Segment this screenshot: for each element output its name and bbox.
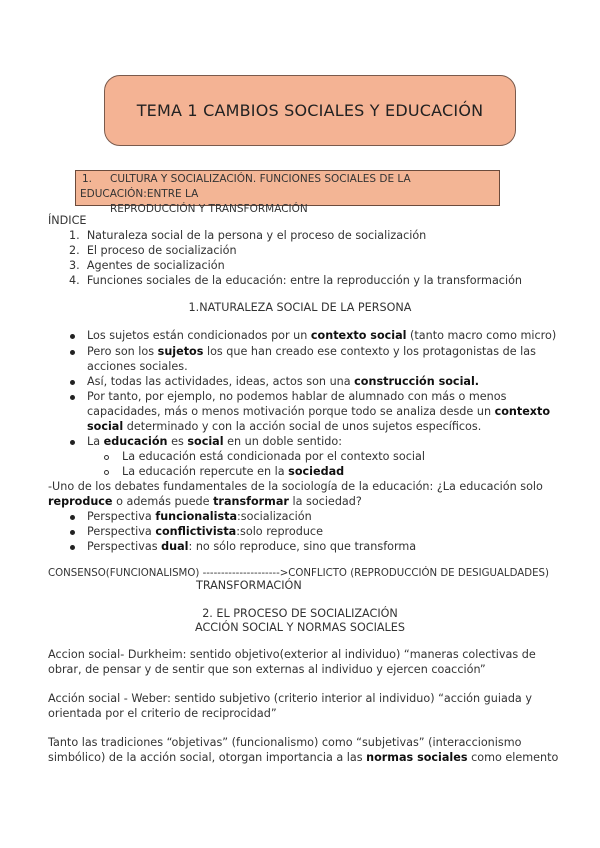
bullet-icon [70,334,75,339]
bullet-5 [87,434,342,449]
perspective-3 [87,539,416,554]
p2-bold: conflictivista [155,525,237,538]
debate-line-2 [48,494,362,509]
trad-text-b: como elemento [467,751,559,764]
weber-line-2: orientada por el criterio de reciprocidad” [48,707,277,720]
bullet-icon [70,395,75,400]
bullet-4-line-1: Por tanto, por ejemplo, no podemos hablar de alumnado con más o menos [87,390,507,403]
transformacion-label: TRANSFORMACIÓN [196,579,302,592]
b1-text-a: Los sujetos están condicionados por un [87,329,311,342]
b5-b: es [167,435,188,448]
index-item-4 [69,273,522,288]
b2-text-b: los que han creado ese contexto y los protagonistas de las [203,345,536,358]
p3-bold: dual [161,540,189,553]
b5-bold1: educación [103,435,168,448]
p2-b: :solo reproduce [236,525,323,538]
bullet-2 [87,344,536,359]
b4-bold-2: social [87,420,124,433]
index-text: Naturaleza social de la persona y el proceso de socialización [86,229,427,242]
index-num: 2. [69,244,80,257]
circle-bullet-icon [104,455,109,460]
p1-a: Perspectiva [87,510,156,523]
bullet-icon [70,545,75,550]
bullet-1 [87,328,556,343]
sub-bullet-2 [122,464,344,479]
banner-number: 1. [82,173,93,185]
index-text: El proceso de socialización [86,244,237,257]
b2-text-a: Pero son los [87,345,158,358]
document-title: TEMA 1 CAMBIOS SOCIALES Y EDUCACIÓN [136,101,484,120]
index-heading: ÍNDICE [48,214,87,227]
index-num: 4. [69,274,80,287]
bullet-icon [70,380,75,385]
p3-a: Perspectivas [87,540,162,553]
banner-line-2: REPRODUCCIÓN Y TRANSFORMACIÓN [110,203,308,215]
sub-bullet-1: La educación está condicionada por el contexto social [122,450,425,463]
sub2-bold: sociedad [288,465,345,478]
b4-bold: contexto [494,405,551,418]
durkheim-line-2: obrar, de pensar y de sentir que son externas al individuo y ejercen coacción” [48,663,486,676]
perspective-1 [87,509,312,524]
circle-bullet-icon [104,470,109,475]
consenso-line: CONSENSO(FUNCIONALISMO) --------------------->CONFLICTO (REPRODUCCIÓN DE DESIGUALDADES) [48,568,549,579]
title-box [104,75,516,146]
b3-bold: construcción social. [354,375,480,388]
b3-text-a: Así, todas las actividades, ideas, actos son una [87,375,355,388]
section-banner [75,170,500,215]
section2-heading: 2. EL PROCESO DE SOCIALIZACIÓN [202,607,398,620]
p2-a: Perspectiva [87,525,156,538]
bullet-2-cont: acciones sociales. [87,360,188,373]
b1-text-b: (tanto macro como micro) [406,329,557,342]
b5-c: en un doble sentido: [223,435,342,448]
trad-text-a: simbólico) de la acción social, otorgan importancia a las [48,751,367,764]
p1-bold: funcionalista [155,510,238,523]
debate-line-1: -Uno de los debates fundamentales de la sociología de la educación: ¿La educación solo [48,480,543,493]
b5-bold2: social [187,435,224,448]
index-text: Funciones sociales de la educación: entre la reproducción y la transformación [86,274,522,287]
b5-a: La [87,435,104,448]
sub2-text: La educación repercute en la [122,465,289,478]
trad-bold: normas sociales [366,751,468,764]
b2-bold: sujetos [157,345,204,358]
index-text: Agentes de socialización [86,259,225,272]
bullet-icon [70,515,75,520]
p3-b: : no sólo reproduce, sino que transforma [188,540,417,553]
section2-subheading: ACCIÓN SOCIAL Y NORMAS SOCIALES [195,621,405,634]
b1-bold: contexto social [310,329,407,342]
index-num: 3. [69,259,80,272]
debate-bold-2: transformar [213,495,289,508]
weber-line-1: Acción social - Weber: sentido subjetivo (criterio interior al individuo) “acción guiada y [48,692,532,705]
bullet-4-line-2 [87,404,550,419]
bullet-4-line-3 [87,419,481,434]
bullet-icon [70,530,75,535]
debate-text-b: la sociedad? [288,495,362,508]
p1-b: :socialización [237,510,312,523]
durkheim-line-1: Accion social- Durkheim: sentido objetivo(exterior al individuo) “maneras colectivas de [48,648,536,661]
index-num: 1. [69,229,80,242]
traditions-line-1: Tanto las tradiciones “objetivas” (funcionalismo) como “subjetivas” (interaccionismo [48,736,522,749]
index-item-3 [69,258,225,273]
index-item-2 [69,243,237,258]
debate-bold-1: reproduce [48,495,113,508]
b4-text: capacidades, más o menos motivación porque todo se analiza desde un [87,405,495,418]
traditions-line-2 [48,750,558,765]
bullet-3 [87,374,479,389]
debate-text-a: o además puede [112,495,214,508]
banner-line-1: CULTURA Y SOCIALIZACIÓN. FUNCIONES SOCIALES DE LA EDUCACIÓN:ENTRE LA [80,173,411,200]
perspective-2 [87,524,323,539]
bullet-icon [70,440,75,445]
index-item-1 [69,228,426,243]
section1-heading: 1.NATURALEZA SOCIAL DE LA PERSONA [188,301,412,314]
b4-text-2: determinado y con la acción social de unos sujetos específicos. [123,420,482,433]
bullet-icon [70,350,75,355]
